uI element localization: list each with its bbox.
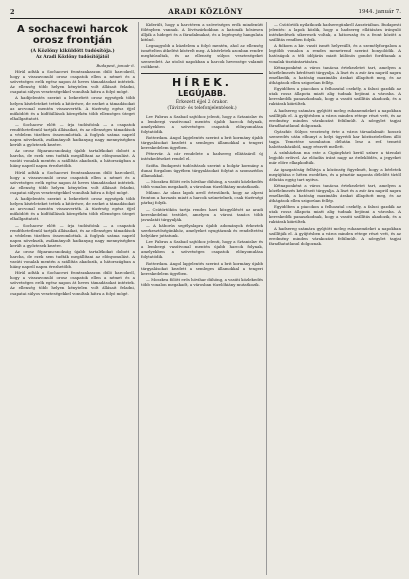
news-item: Lev Fabrus a Szabad sajtóhoz jelenti, hogy a Sztanislav és a lembergi vasútvonal mentén újabb harcok folynak, amelyekben a szövetséges csapatok előnyomulása folytatódik.	[141, 239, 263, 260]
latest-news-source: (Távirat- és telefonjelentések.)	[167, 105, 237, 111]
news-item: Egyidőben a piacokon a felhozatal csekély, a falusi gazdák az utak rossz állapota miatt alig tudnak bejönni a városba. A kereskedők panaszkodnak, hogy a vasúti szállítás akadozik, és a raktárak kiürültek.	[269, 204, 401, 225]
article-paragraph: Hírül adták a Sochacewi frontszakaszon dúló harcokról, hogy a visszavonuló orosz csapatok ellen a német és a szövetséges erők egész napon át heves támadásokat intéztek. Az ellenség több helyen kénytelen volt állásait feladni, csapatai súlyos veszteségekkel vonultak hátra a folyó mögé.	[10, 169, 135, 195]
article-paragraph: — Sochacew előtt — írja tudósítónk — a csapatok rendíthetetlenül tartják állásaikat, és az ellenséges támadások a védelem tüzében összeomlottak. A foglyok száma napról napra növekszik, zsákmányolt hadianyag nagy mennyiségben került a győztesek kezére.	[10, 222, 135, 248]
column-divider	[138, 22, 139, 575]
latest-news-title: LEGÚJABB.	[177, 88, 227, 98]
article-paragraph: A hadijelentés szerint a bekerített orosz egységek több helyen kísérleteket tettek a kitörésre, de ezeket a támadásokat az arcvonal mentén visszaverték. A tüzérség egész éjjel működött és a hidfőállások környékén több ellenséges üteget elhallgattatott.	[10, 196, 135, 222]
news-item: Milano. Az olasz lapok arról értesülnek, hogy az alpesi fronton a havazás miatt a harcok szünetelnek, csak tüzérségi párbaj folyik.	[141, 190, 263, 206]
news-item: A hadsereg számára gyűjtött meleg ruhaneműeket a napokban szállítják el. A gyűjtésben a város minden rétege részt vett, és az eredmény minden várakozást felülmúlt. A nőegylet tagjai fáradhatatlanul dolgoznak.	[269, 225, 401, 246]
news-item: Rotterdam. Angol lapjelentés szerint a brit kormány újabb tárgyalásokat kezdett a semleges államokkal a tengeri kereskedelem ügyében.	[141, 134, 263, 151]
article-dateline: Budapest, január 6.	[96, 63, 135, 68]
news-item: A hadsereg számára gyűjtött meleg ruhaneműeket a napokban szállítják el. A gyűjtésben a város minden rétege részt vett, és az eredmény minden várakozást felülmúlt. A nőegylet tagjai fáradhatatlanul dolgoznak.	[269, 107, 401, 128]
article-paragraph: Hírül adták a Sochacewi frontszakaszon dúló harcokról, hogy a visszavonuló orosz csapatok ellen a német és a szövetséges erők egész napon át heves támadásokat intéztek. Az ellenség több helyen kénytelen volt állásait feladni, csapatai súlyos veszteségekkel vonultak hátra a folyó mögé.	[10, 270, 135, 296]
news-item: A fiókorn a kir. vasút ismét helyreállt, és a személyforgalom a legtöbb vonalon a rendes menetrend szerint bonyolódik. A hatóságok a téli időjárás miatt különös gondot fordítanak a vonalak tisztántartására.	[269, 43, 401, 64]
news-item: — Csütörtök nyilatkozik hadseregünkről Ausztriában. Budapesti jelentés: a lapok közlik, hogy a hadsereg ellátására irányuló intézkedések sikeresek voltak, a hátország és a front között a szállítás rendben folyik.	[269, 22, 401, 43]
article-subtitle: (A Közlöny kiküldött tudósítója.)	[30, 49, 115, 54]
article-paragraph: Legnagyobb a küzdelem a folyó mentén, ahol az ellenség ismételten átkelést kísérelt meg. A kísérletek azonban rendre meghiúsultak, és az ellenség súlyos veszteségeket szenvedett. Az utolsó napokban a harcok hevessége valamit csökkent.	[141, 43, 263, 69]
column-1	[10, 22, 135, 575]
article-paragraph: Az orosz főparancsnokság újabb tartalékokat dobott a harcba, de ezek sem tudták megállítani az előnyomulást. A vasúti vonalak mentén a szállítás akadozik, a hátországban a hiány napról napra érezhetőbb.	[10, 148, 135, 169]
columns	[10, 22, 401, 575]
issue-date: 1944. január 7.	[358, 9, 401, 15]
news-item: Gyászhír. Súlyos veszteség érte a város társadalmát: hosszú szenvedés után elhunyt a helyi ügyvédi kar köztiszteletben álló tagja. Temetése szombaton délután lesz a ref. temető halottasházából, nagy részvét mellett.	[269, 128, 401, 150]
news-item: — Moszkva fölött erős hóvihar dühöng, a vasúti közlekedés több vonalon megakadt, a városban tüzelőhiány mutatkozik.	[141, 178, 263, 189]
news-item: Lev Fabrus a Szabad sajtóhoz jelenti, hogy a Sztanislav és a lembergi vasútvonal mentén újabb harcok folynak, amelyekben a szövetséges csapatok előnyomulása folytatódik.	[141, 113, 263, 134]
article-paragraph: A hadijelentés szerint a bekerített orosz egységek több helyen kísérleteket tettek a kitörésre, de ezeket a támadásokat az arcvonal mentén visszaverték. A tüzérség egész éjjel működött és a hidfőállások környékén több ellenséges üteget elhallgattatott.	[10, 95, 135, 121]
article-title: A sochacewi harcok orosz frontján	[17, 24, 128, 46]
column-3	[269, 22, 401, 575]
article-source: Az Aradi Közlöny tudósítójától	[35, 55, 110, 60]
news-item: — A háborús segélyalapra újabb adományok érkeztek szerkesztőségünkhöz, amelyeket nyugtázunk és rendeltetési helyükre juttatunk.	[141, 222, 263, 238]
section-divider	[141, 73, 263, 74]
article-paragraph: Kiderült, hogy a harctéren a szövetséges erők mindenütt fölényben vannak. A lövészárkokban a katonák hősiesen állják a hideget és a fáradalmakat, és a legénység hangulata kitűnő.	[141, 22, 263, 43]
news-item: Pétervár. A cár rendelete a hadsereg ellátásáról új intézkedéseket rendel el.	[141, 151, 263, 162]
latest-news-dateline: Érkezett éjjel 2 órakor.	[175, 99, 229, 105]
news-section-title: HÍREK.	[172, 75, 232, 89]
article-paragraph: Hírül adták a Sochacewi frontszakaszon dúló harcokról, hogy a visszavonuló orosz csapatok ellen a német és a szövetséges erők egész napon át heves támadásokat intéztek. Az ellenség több helyen kénytelen volt állásait feladni, csapatai súlyos veszteségekkel vonultak hátra a folyó mögé.	[10, 69, 135, 95]
news-item: Kétnaponként a város tanácsa értekezletet tart, amelyen a közélelmezés kérdéseit tárgyalja. A liszt és a zsír ára napról napra emelkedik, a hatóság maximális árakat állapított meg, és az áthágások ellen szigorúan fellép.	[269, 64, 401, 85]
column-2	[141, 22, 263, 575]
news-item: — Moszkva fölött erős hóvihar dühöng, a vasúti közlekedés több vonalon megakadt, a városban tüzelőhiány mutatkozik.	[141, 276, 263, 287]
news-item: Szófia. Budapesti tudósítások szerint a bolgár kormány a dunai forgalom ügyében tárgyalásokat folytat a szomszédos államokkal.	[141, 162, 263, 178]
news-item: Az igazgatóság felhívja a közönség figyelmét, hogy a bérletek megújítása e héten esedékes, és a pénztár naponta délelőtt tíztől délután egyig tart nyitva.	[269, 166, 401, 182]
news-item: Egyidőben a piacokon a felhozatal csekély, a falusi gazdák az utak rossz állapota miatt alig tudnak bejönni a városba. A kereskedők panaszkodnak, hogy a vasúti szállítás akadozik, és a raktárak kiürültek.	[269, 86, 401, 107]
news-item: Rotterdam. Angol lapjelentés szerint a brit kormány újabb tárgyalásokat kezdett a semleges államokkal a tengeri kereskedelem ügyében.	[141, 260, 263, 276]
article-paragraph: — Sochacew előtt — írja tudósítónk — a csapatok rendíthetetlenül tartják állásaikat, és az ellenséges támadások a védelem tüzében összeomlottak. A foglyok száma napról napra növekszik, zsákmányolt hadianyag nagy mennyiségben került a győztesek kezére.	[10, 121, 135, 148]
news-item: — Csütörtökön tartja rendes havi közgyűlését az aradi kereskedelmi testület, amelyen a városi tanács több javaslatát tárgyalják.	[141, 206, 263, 222]
page-header	[10, 6, 401, 19]
news-item: Kétnaponként a város tanácsa értekezletet tart, amelyen a közélelmezés kérdéseit tárgyalja. A liszt és a zsír ára napról napra emelkedik, a hatóság maximális árakat állapított meg, és az áthágások ellen szigorúan fellép.	[269, 182, 401, 204]
newspaper-title: ARADI KÖZLÖNY	[168, 7, 243, 16]
news-item: A színházban ma este a Cigánybáró kerül színre a társulat legjobb erőivel. Az előadás iránt nagy az érdeklődés, a jegyeket már előre elkapkodták.	[269, 150, 401, 166]
page-number: 2	[10, 8, 15, 16]
article-paragraph: Az orosz főparancsnokság újabb tartalékokat dobott a harcba, de ezek sem tudták megállítani az előnyomulást. A vasúti vonalak mentén a szállítás akadozik, a hátországban a hiány napról napra érezhetőbb.	[10, 248, 135, 270]
column-divider	[266, 22, 267, 575]
